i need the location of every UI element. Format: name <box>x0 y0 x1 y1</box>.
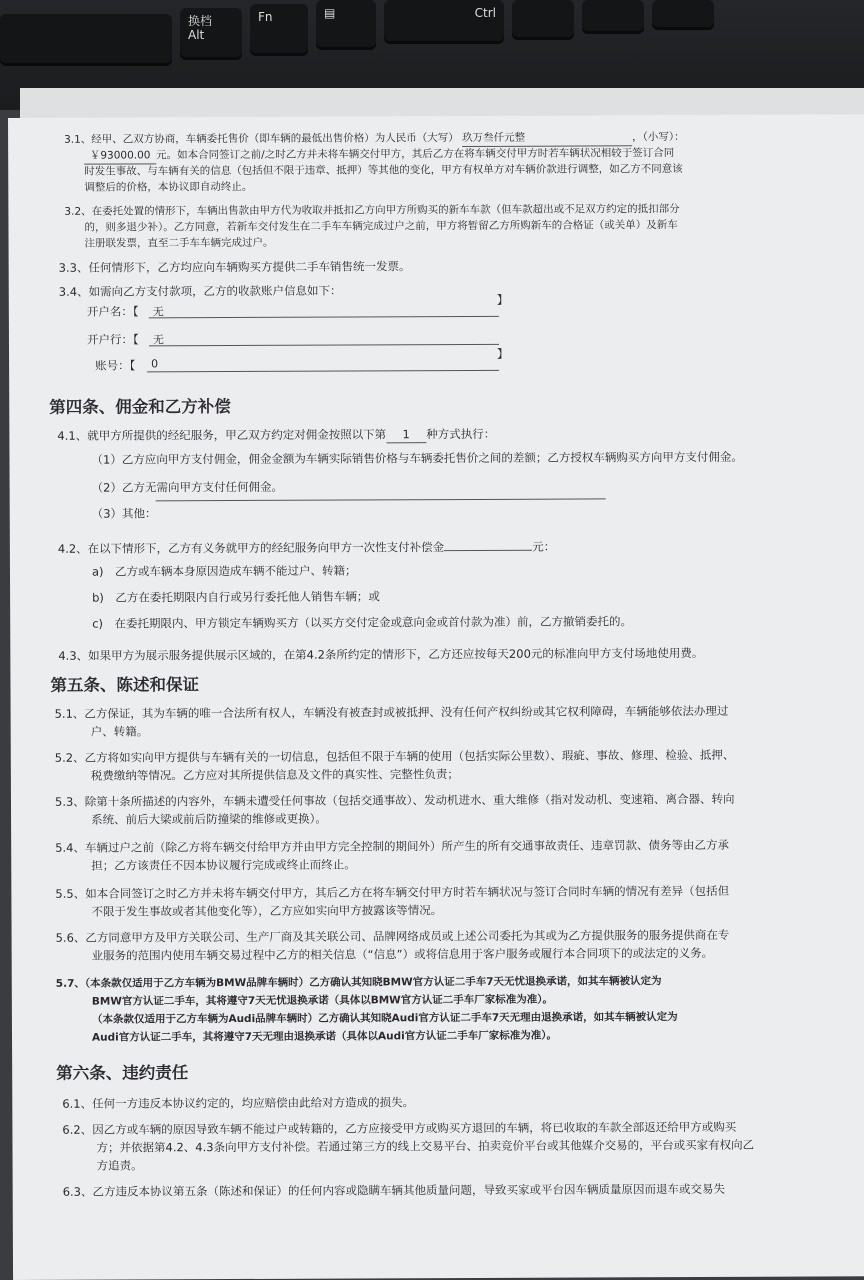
clause-3-4: 3.4、如需向乙方支付款项，乙方的收款账户信息如下： <box>58 283 342 299</box>
account-bank-label: 开户行：【 <box>86 332 139 347</box>
clause-5-3-line-2: 系统、前后大梁或前后防撞梁的维修或更换）。 <box>91 811 327 827</box>
clause-6-2-line-2: 方；并依据第4.2、4.3条向甲方支付补偿。若通过第三方的线上交易平台、拍卖竞价平台或其他媒介交易的，平台或买家有权向乙 <box>96 1137 755 1155</box>
clause-5-7-line-3: （本条款仅适用于乙方车辆为Audi品牌车辆时）乙方确认其知晓Audi官方认证二手车7天无理由退换承诺，如其车辆被认定为 <box>91 1011 678 1026</box>
clause-3-3: 3.3、任何情形下，乙方均应向车辆购买方提供二手车销售统一发票。 <box>58 259 411 275</box>
account-bank-underline <box>149 344 499 347</box>
clause-5-4-line-1: 5.4、车辆过户之前（除乙方将车辆交付给甲方并由甲方完全控制的期间外）所产生的所有交通事故责任、违章罚款、债务等由乙方承 <box>55 837 730 855</box>
ctrl-key-label: Ctrl <box>474 6 496 20</box>
compensation-amount-blank <box>444 538 532 551</box>
article-4-heading: 第四条、佣金和乙方补偿 <box>49 397 231 417</box>
clause-5-5-line-1: 5.5、如本合同签订之时乙方并未将车辆交付甲方，其后乙方在将车辆交付甲方时若车辆状况与签订合同时车辆的情况有差异（包括但 <box>55 883 730 901</box>
ctrl-key <box>384 0 504 44</box>
clause-5-2-line-1: 5.2、乙方将如实向甲方提供与车辆有关的一切信息，包括但不限于车辆的使用（包括实际公里数）、瑕疵、事故、修理、检验、抵押、 <box>54 747 735 765</box>
fn-key <box>250 4 308 56</box>
clause-5-1-line-1: 5.1、乙方保证，其为车辆的唯一合法所有权人，车辆没有被查封或被抵押、没有任何产权纠纷或其它权利障碍，车辆能够依法办理过 <box>54 703 729 721</box>
clause-3-1-line-2: ￥93000.00 元。如本合同签订之前/之时乙方并未将车辆交付甲方，其后乙方在将车辆交付甲方时若车辆状况相较于签订合同 <box>84 145 674 165</box>
clause-4-2-a: a) 乙方或车辆本身原因造成车辆不能过户、转籍； <box>91 563 357 579</box>
clause-6-1: 6.1、任何一方违反本协议约定的，均应赔偿由此给对方造成的损失。 <box>62 1095 415 1111</box>
clause-3-1-line-4: 调整后的价格，本协议即自动终止。 <box>84 180 253 194</box>
key-left-edge <box>0 14 172 66</box>
article-5-heading: 第五条、陈述和保证 <box>50 675 200 695</box>
account-name-underline <box>149 316 499 319</box>
clause-6-2-line-3: 方追责。 <box>96 1158 143 1173</box>
alt-key-bottom-label: Alt <box>188 28 205 42</box>
clause-3-2-line-2: 的，则多退少补）。乙方同意，若新车交付发生在二手车车辆完成过户之前，甲方将暂留乙方所购新车的合格证（或关单）及新车 <box>84 219 678 234</box>
clause-4-1: 4.1、就甲方所提供的经纪服务，甲乙双方约定对佣金按照以下第 1 种方式执行： <box>57 426 496 443</box>
account-number-label: 账号：【 <box>95 358 136 373</box>
account-number-value: 0 <box>151 357 159 371</box>
account-name-label: 开户名：【 <box>86 304 139 319</box>
contract-page <box>8 114 864 1280</box>
commission-option-3-underline <box>156 498 606 501</box>
account-number-underline <box>147 370 499 373</box>
commission-option-2: （2）乙方无需向甲方支付任何佣金。 <box>91 479 283 495</box>
clause-5-2-line-2: 税费缴纳等情况。乙方应对其所提供信息及文件的真实性、完整性负责； <box>90 767 459 783</box>
commission-option-choice: 1 <box>386 426 426 443</box>
account-name-bracket: 】 <box>496 292 509 307</box>
clause-5-7-line-1: 5.7、（本条款仅适用于乙方车辆为BMW品牌车辆时）乙方确认其知晓BMW官方认证二手车7天无忧退换承诺，如其车辆被认定为 <box>55 975 662 990</box>
clause-5-5-line-2: 不限于发生事故或者其他变化等），乙方应如实向甲方披露该等情况。 <box>91 903 443 919</box>
alt-key-top-label: 换档 <box>188 14 213 28</box>
account-name-value: 无 <box>152 305 164 319</box>
clause-5-7-line-2: BMW官方认证二手车，其将遵守7天无忧退换承诺（具体以BMW官方认证二手车厂家标准为准）。 <box>91 993 554 1008</box>
account-number-bracket: 】 <box>497 346 509 361</box>
clause-4-3: 4.3、如果甲方为展示服务提供展示区域的，在第4.2条所约定的情形下，乙方还应按每天200元的标准向甲方支付场地使用费。 <box>58 645 704 663</box>
clause-5-6-line-1: 5.6、乙方同意甲方及甲方关联公司、生产厂商及其关联公司、品牌网络成员或上述公司委托为其或为乙方提供服务的服务提供商在专 <box>55 927 730 945</box>
commission-option-3: （3）其他： <box>91 506 157 521</box>
alt-key <box>180 8 242 60</box>
clause-3-2-line-1: 3.2、在委托处置的情形下，车辆出售款由甲方代为收取并抵扣乙方向甲方所购买的新车车款（但车款超出或不足双方约定的抵扣部分 <box>64 203 680 218</box>
account-bank-value: 无 <box>152 333 164 347</box>
fn-key-label: Fn <box>258 10 273 24</box>
clause-6-3: 6.3、乙方违反本协议第五条（陈述和保证）的任何内容或隐瞒车辆其他质量问题，导致买家或平台因车辆质量原因而退车或交易失 <box>62 1181 726 1199</box>
clause-4-2-b: b) 乙方在委托期限内自行或另行委托他人销售车辆；或 <box>92 589 380 605</box>
price-in-figures: ￥93000.00 <box>84 147 156 164</box>
menu-key <box>316 0 376 50</box>
clause-4-2: 4.2、在以下情形下，乙方有义务就甲方的经纪服务向甲方一次性支付补偿金 元： <box>57 539 556 556</box>
clause-3-1-line-3: 时发生事故、与车辆有关的信息（包括但不限于违章、抵押）等其他的变化，甲方有权单方对车辆价款进行调整，如乙方不同意该 <box>84 163 683 178</box>
clause-5-7-line-4: Audi官方认证二手车，其将遵守7天无理由退换承诺（具体以Audi官方认证二手车厂家标准为准）。 <box>91 1029 558 1044</box>
clause-5-6-line-2: 业服务的范围内使用车辆交易过程中乙方的相关信息（“信息”）或将信息用于客户服务或履行本合同项下的或法定的义务。 <box>91 945 714 963</box>
price-in-words: 玖万叁仟元整 <box>462 129 632 147</box>
clause-5-1-line-2: 户、转籍。 <box>90 724 149 739</box>
clause-4-2-c: c) 在委托期限内、甲方锁定车辆购买方（以买方交付定金或意向金或首付款为准）前，乙方撤销委托的。 <box>92 614 633 631</box>
arrow-key-right <box>652 0 714 30</box>
arrow-key-up <box>582 0 644 34</box>
article-6-heading: 第六条、违约责任 <box>56 1063 189 1083</box>
clause-6-2-line-1: 6.2、因乙方或车辆的原因导致车辆不能过户或转籍的，乙方应接受甲方或购买方退回的车辆，将已收取的车款全部返还给甲方或购买 <box>62 1119 737 1137</box>
clause-5-4-line-2: 担；乙方该责任不因本协议履行完成或终止而终止。 <box>91 857 356 873</box>
clause-5-3-line-1: 5.3、除第十条所描述的内容外，车辆未遭受任何事故（包括交通事故）、发动机进水、重大维修（指对发动机、变速箱、离合器、转向 <box>54 791 735 809</box>
arrow-key-left <box>512 0 574 40</box>
clause-3-1-line-1: 3.1、经甲、乙双方协商，车辆委托售价（即车辆的最低出售价格）为人民币（大写） 玖万叁仟元整 ，（小写）： <box>64 131 685 146</box>
menu-icon: ▤ <box>324 6 336 20</box>
clause-3-2-line-3: 注册联发票，直至二手车车辆完成过户。 <box>84 236 274 250</box>
commission-option-1: （1）乙方应向甲方支付佣金，佣金金额为车辆实际销售价格与车辆委托售价之间的差额；乙方授权车辆购买方向甲方支付佣金。 <box>91 449 743 467</box>
